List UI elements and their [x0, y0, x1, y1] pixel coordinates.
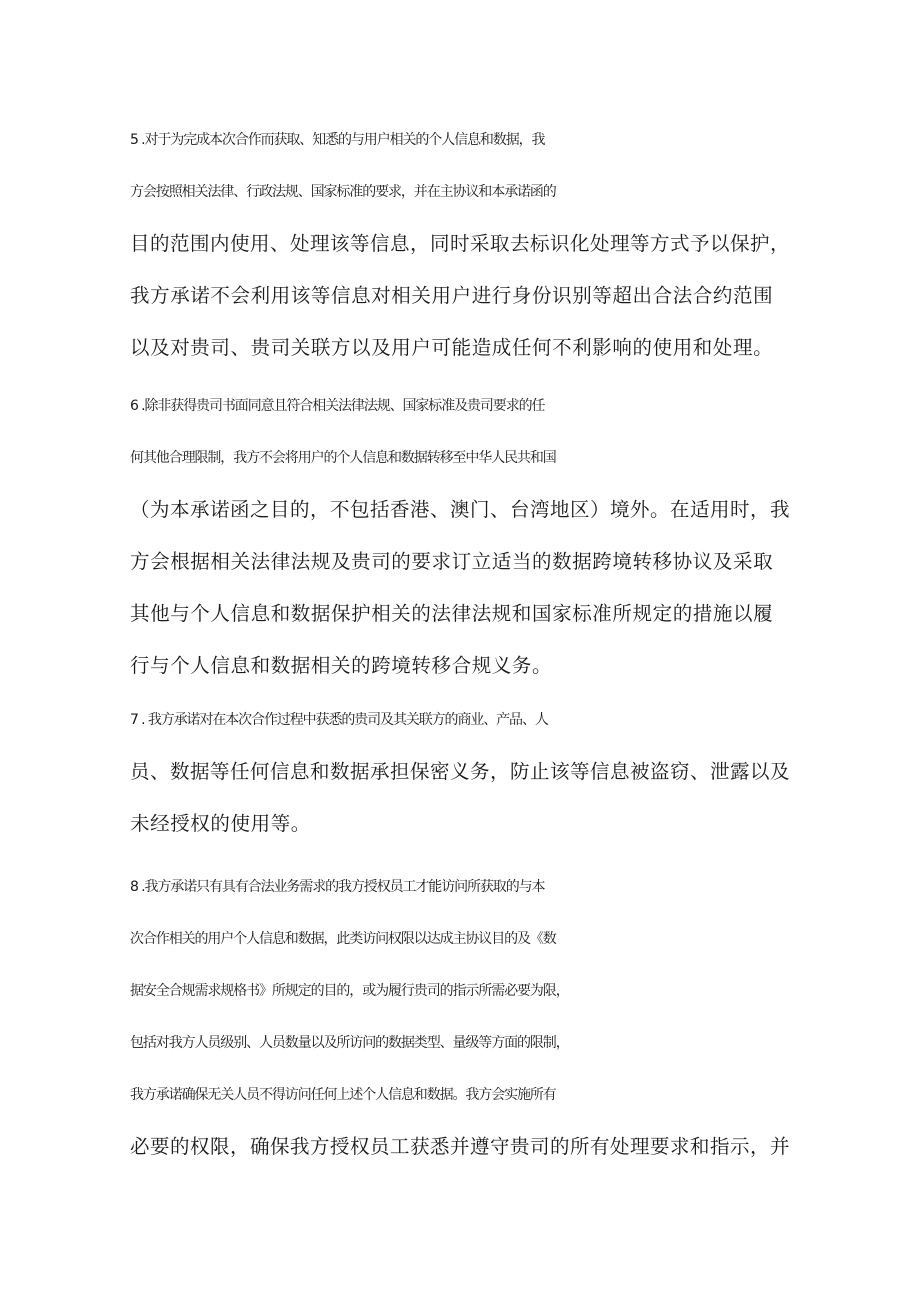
clause-5-line-4: 我方承诺不会利用该等信息对相关用户进行身份识别等超出合法合约范围 [130, 284, 774, 307]
clause-8-line-2: 次合作相关的用户个人信息和数据，此类访问权限以达成主协议目的及《数 [130, 931, 556, 947]
clause-6-line-3: （为本承诺函之目的，不包括香港、澳门、台湾地区）境外。在适用时，我 [130, 498, 791, 521]
clause-6-line-6: 行与个人信息和数据相关的跨境转移合规义务。 [130, 654, 553, 677]
clause-8-line-4: 包括对我方人员级别、人员数量以及所访问的数据类型、量级等方面的限制， [130, 1035, 569, 1051]
clause-5-line-5: 以及对贵司、贵司关联方以及用户可能造成任何不利影响的使用和处理。 [130, 336, 774, 359]
clause-8-line-5: 我方承诺确保无关人员不得访问任何上述个人信息和数据。我方会实施所有 [130, 1087, 556, 1103]
clause-6-line-5: 其他与个人信息和数据保护相关的法律法规和国家标准所规定的措施以履 [130, 602, 774, 625]
clause-5-line-2: 方会按照相关法律、行政法规、国家标准的要求，并在主协议和本承诺函的 [130, 184, 556, 200]
clause-7-line-3: 未经授权的使用等。 [130, 812, 311, 835]
clause-7-line-2: 员、数据等任何信息和数据承担保密义务，防止该等信息被盗窃、泄露以及 [130, 760, 791, 783]
clause-8-line-6: 必要的权限，确保我方授权员工获悉并遵守贵司的所有处理要求和指示，并 [130, 1135, 791, 1158]
clause-8-line-3: 据安全合规需求规格书》所规定的目的，或为履行贵司的指示所需必要为限， [130, 983, 569, 999]
clause-6-line-2: 何其他合理限制，我方不会将用户的个人信息和数据转移至中华人民共和国 [130, 450, 556, 466]
clause-7-line-1: 7 . 我方承诺对在本次合作过程中获悉的贵司及其关联方的商业、产品、人 [130, 712, 548, 728]
clause-6-line-1: 6 .除非获得贵司书面同意且符合相关法律法规、国家标准及贵司要求的任 [130, 398, 545, 414]
clause-5-paragraph [130, 114, 790, 374]
clause-8-paragraph [130, 861, 790, 1173]
clause-6-paragraph [130, 380, 790, 692]
clause-5-line-3: 目的范围内使用、处理该等信息，同时采取去标识化处理等方式予以保护， [130, 232, 791, 255]
clause-5-line-1: 5 .对于为完成本次合作而获取、知悉的与用户相关的个人信息和数据，我 [130, 132, 545, 148]
clause-6-line-4: 方会根据相关法律法规及贵司的要求订立适当的数据跨境转移协议及采取 [130, 550, 774, 573]
clause-8-line-1: 8 .我方承诺只有具有合法业务需求的我方授权员工才能访问所获取的与本 [130, 879, 545, 895]
clause-7-paragraph [130, 694, 790, 850]
